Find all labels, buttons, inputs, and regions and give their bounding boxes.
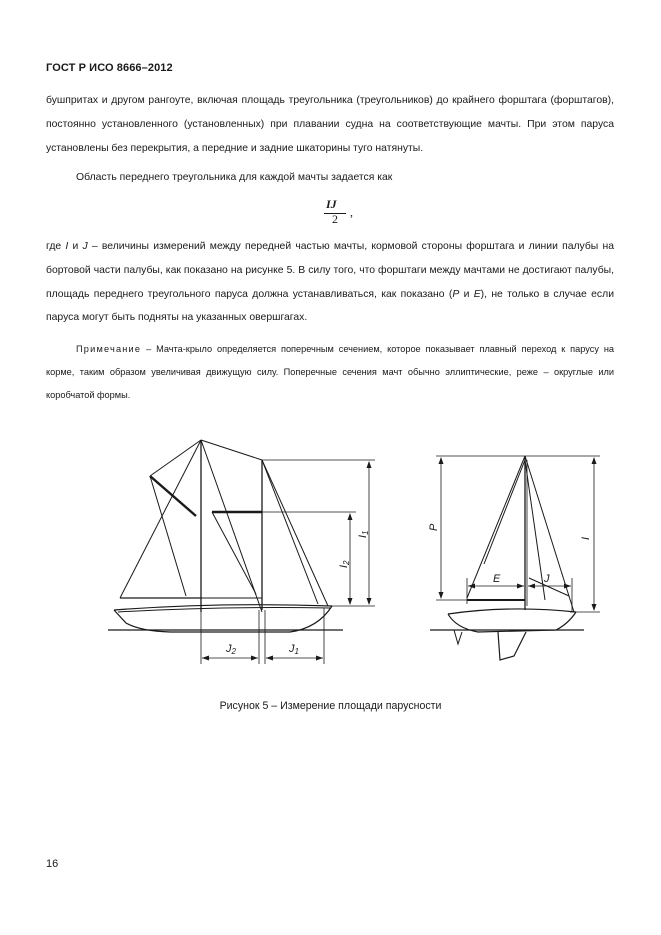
- paragraph-continuation: бушпритах и другом рангоуте, включая площадь треугольника (треугольников) до крайнего форштага (форштагов), постоянно установленного (установленных) при плавании судна на соответствующие мачты. При этом паруса установлены без перекрытия, а передние и задние шкаторины туго натянуты.: [46, 95, 614, 154]
- note-text: – Мачта-крыло определяется поперечным сечением, которое показывает плавный переход к парусу на корме, таким образом увеличивая движущую силу. Поперечные сечения мачт обычно эллиптические, реже – округлые или коробчатой формы.: [46, 344, 614, 400]
- symbol-i: I: [65, 241, 69, 252]
- label-i1: I1: [357, 530, 370, 538]
- label-p: P: [428, 523, 440, 531]
- figure-caption: Рисунок 5 – Измерение площади парусности: [219, 700, 442, 712]
- j2-arrow-right: [251, 656, 258, 661]
- two-masted-boat-drawing: [108, 440, 375, 664]
- label-j2: J2: [226, 643, 236, 656]
- text-run: ), не только в случае если паруса могут быть подняты на указанных овершгагах.: [46, 288, 614, 324]
- main-mast-forestay: [201, 440, 262, 612]
- jib-luff: [262, 460, 318, 604]
- j1-arrow-left: [266, 656, 273, 661]
- i-arrow-bottom: [592, 604, 597, 611]
- topsail-edge: [150, 440, 201, 476]
- symbol-p: P: [452, 288, 460, 300]
- label-j: J: [544, 573, 550, 585]
- staysail-upper: [201, 440, 262, 460]
- keel-right: [498, 632, 526, 660]
- symbol-e: E: [473, 288, 481, 300]
- note-label: Примечание: [76, 344, 142, 354]
- p-arrow-top: [439, 457, 444, 464]
- label-i: I: [580, 536, 592, 540]
- i2-arrow-bottom: [348, 598, 353, 605]
- i2-arrow-top: [348, 513, 353, 520]
- e-arrow-right: [517, 584, 524, 589]
- p-arrow-bottom: [439, 592, 444, 599]
- text-run: где: [46, 241, 66, 252]
- text-run: и: [459, 288, 474, 300]
- gaff-sail-leech: [150, 476, 186, 596]
- j-arrow-right: [564, 584, 571, 589]
- j-arrow-left: [528, 584, 535, 589]
- i-arrow-top: [592, 457, 597, 464]
- label-i2: I2: [338, 560, 351, 568]
- main-sail-leech: [120, 440, 201, 598]
- hull-left: [114, 606, 332, 632]
- hull-right: [448, 612, 576, 632]
- paragraph-foretriangle-intro: Область переднего треугольника для каждой мачты задается как: [76, 172, 393, 183]
- formula-numerator: IJ: [326, 197, 337, 211]
- j2-arrow-left: [202, 656, 209, 661]
- i1-arrow-top: [367, 461, 372, 468]
- label-j1: J1: [289, 643, 299, 656]
- fore-mast-forestay: [262, 460, 328, 606]
- jib-leech: [525, 460, 545, 600]
- formula-denominator: 2: [332, 212, 338, 226]
- formula-comma: ,: [350, 205, 353, 219]
- sloop-forestay: [525, 456, 574, 612]
- label-e: E: [493, 573, 501, 585]
- text-run: – величины измерений между передней частью мачты, кормовой стороны форштага и линии палубы на бортовой части палубы, как показано на рисунке 5. В силу того, что форштаги между мачтами не достигают палубы, площадь переднего треугольного паруса должна устанавливаться, как показано (: [46, 241, 614, 300]
- text-run: и: [68, 241, 83, 252]
- staysail-diagonal: [212, 512, 256, 594]
- document-header: ГОСТ Р ИСО 8666–2012: [46, 62, 173, 74]
- symbol-j: J: [82, 241, 88, 252]
- mainsail-leech-inner: [484, 460, 525, 564]
- sheerline-right: [448, 609, 576, 614]
- gaff: [150, 476, 196, 516]
- sloop-drawing: [430, 456, 600, 660]
- rudder-right: [454, 630, 462, 644]
- j1-arrow-right: [316, 656, 323, 661]
- i1-arrow-bottom: [367, 598, 372, 605]
- page-number: 16: [46, 858, 59, 870]
